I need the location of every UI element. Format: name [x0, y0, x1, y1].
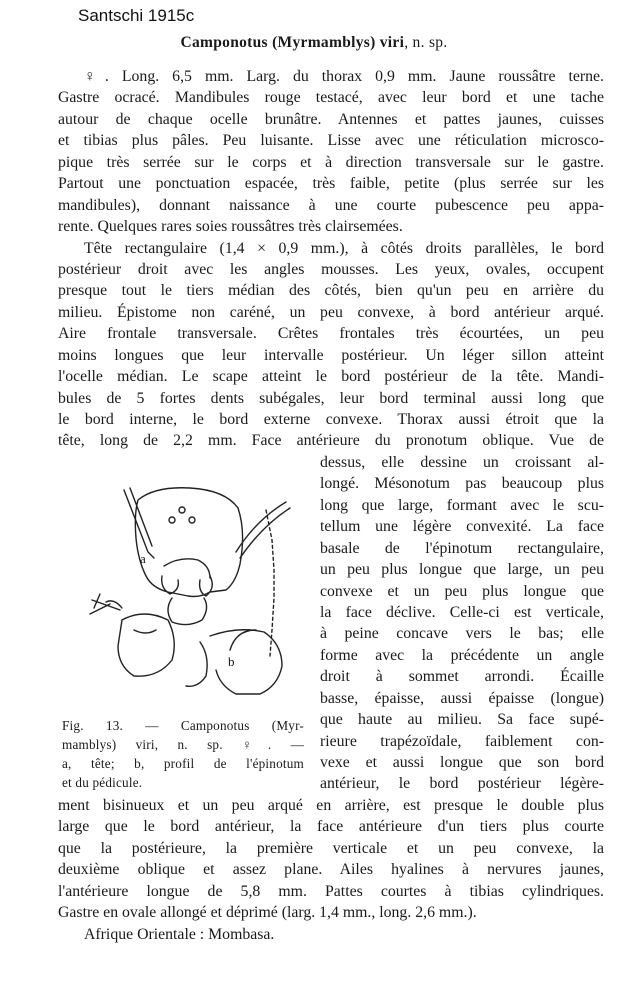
text-line: Gastre ocracé. Mandibules rouge testacé, avec leur bord et une tache: [58, 89, 604, 107]
text-line: autour de chaque ocelle brunâtre. Antennes et pattes jaunes, cuisses: [58, 110, 604, 128]
text-line: long que large, formant avec le scu-: [320, 496, 604, 514]
figure-13: [60, 480, 308, 712]
locality-line: Afrique Orientale : Mombasa.: [84, 925, 275, 943]
text-line: pique très serrée sur le corps et à direction transversale sur le gastre.: [58, 153, 604, 171]
text-line: bules de 5 fortes dents subégales, leur bord terminal aussi long que: [58, 389, 604, 407]
title-species: viri: [379, 34, 405, 51]
text-line: antérieur, le bord postérieur légère-: [320, 775, 604, 793]
text-line: tellum une légère convexité. La face: [320, 518, 604, 536]
text-line: large que le bord antérieur, la face antérieure d'un tiers plus courte: [58, 818, 604, 836]
text-line: ♀. Long. 6,5 mm. Larg. du thorax 0,9 mm. Jaune roussâtre terne.: [84, 68, 604, 85]
text-line: dessus, elle dessine un croissant al-: [320, 453, 604, 471]
text-line: l'ocelle médian. Le scape atteint le bord postérieur de la tête. Mandi-: [58, 368, 604, 386]
species-title: [0, 34, 628, 52]
text-line: presque tout le tiers médian des côtés, bien qu'un peu en arrière du: [58, 282, 604, 300]
text-line: Partout une ponctuation espacée, très faible, petite (plus serrée sur les: [58, 175, 604, 193]
text-line: ment bisinueux et un peu arqué en arrière, est presque le double plus: [58, 796, 604, 814]
ant-drawing: [60, 480, 308, 712]
caption-line: mamblys) viri, n. sp. ♀. —: [62, 737, 304, 752]
thorax-outline: [168, 598, 207, 625]
text-line: et tibias plus pâles. Peu luisante. Lisse avec une réticulation microsco-: [58, 132, 604, 150]
title-subgenus: (Myrmamblys): [272, 34, 376, 51]
caption-line: a, tête; b, profil de l'épinotum: [62, 756, 304, 771]
text-line: mandibules), donnant naissance à une courte pubescence peu appa-: [58, 196, 604, 214]
antenna-left: [124, 490, 154, 558]
text-line: que haute au milieu. Sa face supé-: [320, 711, 604, 729]
text-line: un peu plus longue que large, un peu: [320, 561, 604, 579]
clypeus: [164, 559, 210, 578]
text-line: Tête rectangulaire (1,4 × 0,9 mm.), à côtés droits parallèles, le bord: [84, 239, 604, 257]
title-genus: Camponotus: [180, 34, 268, 51]
title-suffix: , n. sp.: [404, 34, 448, 51]
caption-line: et du pédicule.: [62, 775, 143, 790]
text-line: la face déclive. Celle-ci est verticale,: [320, 603, 604, 621]
text-line: convexe et un peu plus longue que: [320, 582, 604, 600]
epinotum-profile: [210, 630, 282, 694]
text-line: Aire frontale transversale. Crêtes frontales très écourtées, un peu: [58, 325, 604, 343]
head-outline: [135, 488, 242, 597]
text-line: le bord interne, le bord externe convexe. Thorax aussi étroit que la: [58, 411, 604, 428]
text-line: moins longues que leur intervalle postérieur. Un léger sillon atteint: [58, 346, 604, 364]
text-line: basale de l'épinotum rectangulaire,: [320, 539, 604, 557]
text-line: milieu. Épistome non caréné, un peu convexe, à bord antérieur arqué.: [58, 303, 604, 321]
figure-label-a: a: [140, 551, 146, 566]
figure-caption: [62, 716, 304, 792]
petiole: [186, 642, 207, 686]
text-line: l'antérieure longue de 5,8 mm. Pattes courtes à tibias cylindriques.: [58, 882, 604, 900]
paragraph-1: [58, 66, 604, 238]
caption-line: Fig. 13. — Camponotus (Myr-: [62, 718, 304, 733]
text-line: rente. Quelques rares soies roussâtres très clairsemées.: [58, 218, 403, 236]
text-line: que la postérieure, la première verticale et un peu convexe, la: [58, 839, 604, 857]
text-line: basse, épaisse, aussi épaisse (longue): [320, 689, 604, 707]
text-line: tête, long de 2,2 mm. Face antérieure du pronotum oblique. Vue de: [58, 432, 604, 450]
source-label: Santschi 1915c: [78, 6, 195, 25]
text-line: rieure trapézoïdale, faiblement con-: [320, 732, 604, 750]
gaster-fragment: [118, 614, 174, 676]
text-line: vexe et aussi longue que son bord: [320, 754, 604, 771]
antenna-right: [236, 502, 286, 552]
figure-label-b: b: [228, 654, 235, 669]
text-line: droit à sommet arrondi. Écaille: [320, 668, 604, 686]
text-line: longé. Mésonotum pas beaucoup plus: [320, 475, 604, 493]
leg-fragment: [90, 594, 120, 614]
text-line: postérieur droit avec les angles mousses. Les yeux, ovales, occupent: [58, 260, 604, 278]
text-line: forme avec la précédente un angle: [320, 646, 604, 664]
text-line: Gastre en ovale allongé et déprimé (larg. 1,4 mm., long. 2,6 mm.).: [58, 904, 477, 922]
text-line: deuxième oblique et assez plane. Ailes hyalines à nervures jaunes,: [58, 861, 604, 879]
mandible-right: [200, 576, 213, 596]
text-line: à peine concave vers le bas; elle: [320, 625, 604, 643]
